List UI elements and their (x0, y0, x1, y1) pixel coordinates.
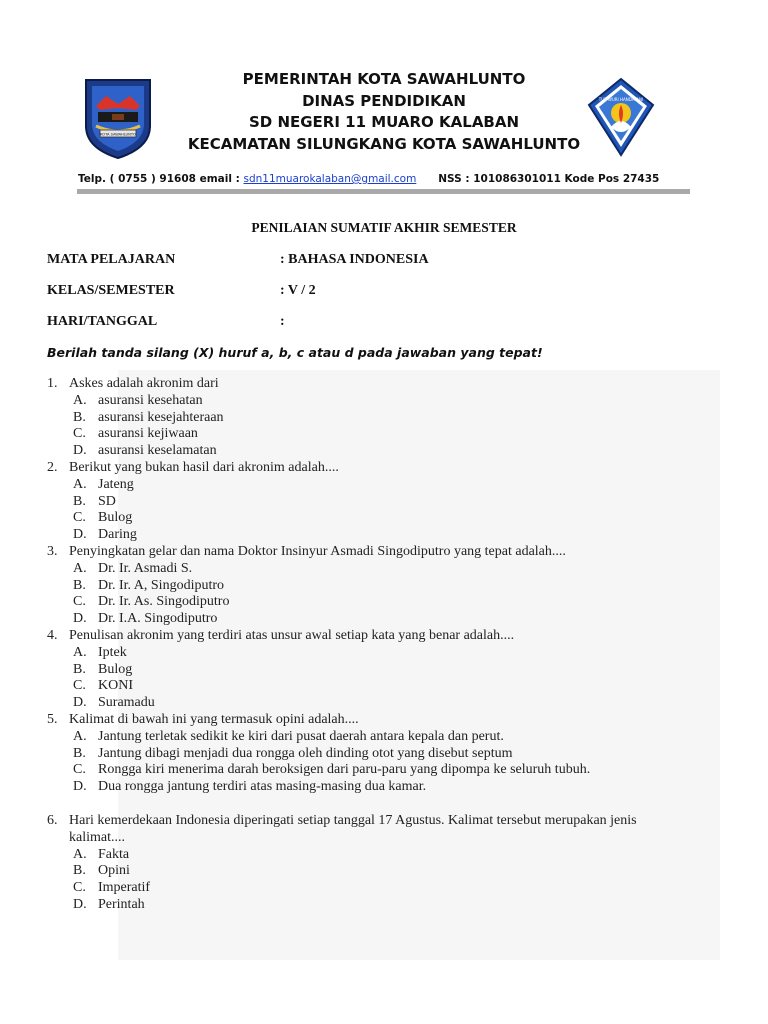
question-number: 4. (47, 628, 58, 643)
answer-option[interactable] (47, 779, 590, 796)
option-letter: C. (73, 880, 86, 896)
exam-title: PENILAIAN SUMATIF AKHIR SEMESTER (251, 220, 517, 235)
option-letter: B. (73, 493, 86, 509)
letterhead-line: DINAS PENDIDIKAN (302, 91, 466, 110)
option-text: asuransi kesehatan (98, 392, 203, 408)
question-stem: Kalimat di bawah ini yang termasuk opini adalah.... (69, 712, 359, 727)
option-text: Dr. I.A. Singodiputro (98, 611, 218, 627)
option-text: Jantung terletak sedikit ke kiri dari pusat daerah antara kepala dan perut. (98, 728, 504, 744)
option-text: Imperatif (98, 880, 151, 896)
answer-option[interactable] (47, 897, 637, 914)
answer-option[interactable] (47, 611, 566, 628)
info-label: MATA PELAJARAN (47, 252, 176, 267)
info-value: : V / 2 (280, 283, 316, 298)
option-letter: B. (73, 409, 86, 425)
option-text: asuransi keselamatan (98, 443, 217, 459)
answer-option[interactable] (47, 645, 514, 662)
contact-nss: NSS : 101086301011 Kode Pos 27435 (438, 173, 660, 185)
question-stem: Hari kemerdekaan Indonesia diperingati setiap tanggal 17 Agustus. Kalimat tersebut merupakan jenis (69, 813, 637, 828)
option-text: SD (98, 493, 116, 509)
option-text: Perintah (98, 896, 145, 912)
logo-motto-text: TUT WURI HANDAYANI (598, 97, 644, 102)
question-3 (47, 544, 566, 628)
contact-line (78, 173, 718, 185)
letterhead-line: KECAMATAN SILUNGKANG KOTA SAWAHLUNTO (187, 134, 581, 153)
option-letter: A. (73, 644, 87, 660)
option-text: Dr. Ir. As. Singodiputro (98, 594, 230, 610)
option-letter: D. (73, 896, 87, 912)
answer-option[interactable] (47, 443, 224, 460)
answer-option[interactable] (47, 880, 637, 897)
answer-option[interactable] (47, 578, 566, 595)
answer-option[interactable] (47, 662, 514, 679)
option-text: Opini (98, 863, 130, 879)
answer-option[interactable] (47, 426, 224, 443)
option-letter: A. (73, 560, 87, 576)
answer-option[interactable] (47, 561, 566, 578)
question-5 (47, 712, 590, 796)
option-text: Rongga kiri menerima darah beroksigen dari paru-paru yang dipompa ke seluruh tubuh. (98, 762, 591, 778)
answer-option[interactable] (47, 863, 637, 880)
option-text: Jateng (98, 476, 134, 492)
question-stem: Penulisan akronim yang terdiri atas unsur awal setiap kata yang benar adalah.... (69, 628, 515, 643)
letterhead-line: SD NEGERI 11 MUARO KALABAN (248, 113, 520, 131)
info-value: : (280, 314, 285, 329)
question-number: 5. (47, 712, 58, 727)
sawahlunto-crest-logo (82, 76, 154, 160)
option-letter: B. (73, 863, 86, 879)
option-letter: D. (73, 443, 87, 459)
option-text: Fakta (98, 846, 130, 862)
info-value: : BAHASA INDONESIA (280, 252, 429, 267)
option-text: Suramadu (98, 695, 155, 711)
question-2 (47, 460, 339, 544)
option-text: Dua rongga jantung terdiri atas masing-masing dua kamar. (98, 779, 427, 795)
option-letter: B. (73, 577, 86, 593)
question-stem-continued: kalimat.... (69, 829, 125, 845)
question-number: 1. (47, 376, 58, 391)
option-letter: B. (73, 745, 86, 761)
answer-option[interactable] (47, 746, 590, 763)
question-stem: Askes adalah akronim dari (69, 376, 219, 391)
option-text: Daring (98, 527, 137, 543)
option-text: Iptek (98, 644, 127, 660)
option-letter: A. (73, 846, 87, 862)
email-link[interactable]: sdn11muarokalaban@gmail.com (243, 173, 417, 185)
option-letter: C. (73, 510, 86, 526)
option-letter: A. (73, 476, 87, 492)
answer-option[interactable] (47, 410, 224, 427)
answer-option[interactable] (47, 393, 224, 410)
option-letter: D. (73, 779, 87, 795)
answer-option[interactable] (47, 729, 590, 746)
header-divider (77, 189, 690, 194)
option-letter: D. (73, 611, 87, 627)
question-number: 3. (47, 544, 58, 559)
option-text: asuransi kesejahteraan (98, 409, 224, 425)
answer-option[interactable] (47, 678, 514, 695)
option-letter: A. (73, 392, 87, 408)
option-letter: C. (73, 678, 86, 694)
option-letter: C. (73, 762, 86, 778)
option-letter: A. (73, 728, 87, 744)
answer-option[interactable] (47, 695, 514, 712)
option-text: Bulog (98, 661, 133, 677)
info-label: KELAS/SEMESTER (47, 283, 175, 298)
option-text: Jantung dibagi menjadi dua rongga oleh dinding otot yang disebut septum (98, 745, 513, 761)
question-6 (47, 813, 637, 914)
answer-option[interactable] (47, 477, 339, 494)
option-letter: D. (73, 527, 87, 543)
question-number: 2. (47, 460, 58, 475)
option-text: Dr. Ir. Asmadi S. (98, 560, 193, 576)
exam-instruction: Berilah tanda silang (X) huruf a, b, c atau d pada jawaban yang tepat! (47, 345, 543, 360)
info-label: HARI/TANGGAL (47, 314, 158, 329)
school-letterhead (160, 69, 608, 155)
question-stem: Penyingkatan gelar dan nama Doktor Insinyur Asmadi Singodiputro yang tepat adalah.... (69, 544, 566, 559)
crest-ribbon-text: KOTA SAWAHLUNTO (100, 132, 136, 137)
contact-phone: Telp. ( 0755 ) 91608 email : (78, 173, 244, 185)
option-letter: D. (73, 695, 87, 711)
answer-option[interactable] (47, 594, 566, 611)
option-letter: C. (73, 426, 86, 442)
option-letter: B. (73, 661, 86, 677)
option-text: Dr. Ir. A, Singodiputro (98, 577, 225, 593)
question-4 (47, 628, 514, 712)
answer-option[interactable] (47, 762, 590, 779)
answer-option[interactable] (47, 847, 637, 864)
option-text: KONI (98, 678, 133, 694)
option-text: Bulog (98, 510, 133, 526)
question-1 (47, 376, 224, 460)
answer-option[interactable] (47, 527, 339, 544)
question-number: 6. (47, 813, 58, 828)
question-stem: Berikut yang bukan hasil dari akronim adalah.... (69, 460, 339, 475)
answer-option[interactable] (47, 510, 339, 527)
option-text: asuransi kejiwaan (98, 426, 198, 442)
option-letter: C. (73, 594, 86, 610)
answer-option[interactable] (47, 494, 339, 511)
letterhead-line: PEMERINTAH KOTA SAWAHLUNTO (242, 70, 526, 88)
